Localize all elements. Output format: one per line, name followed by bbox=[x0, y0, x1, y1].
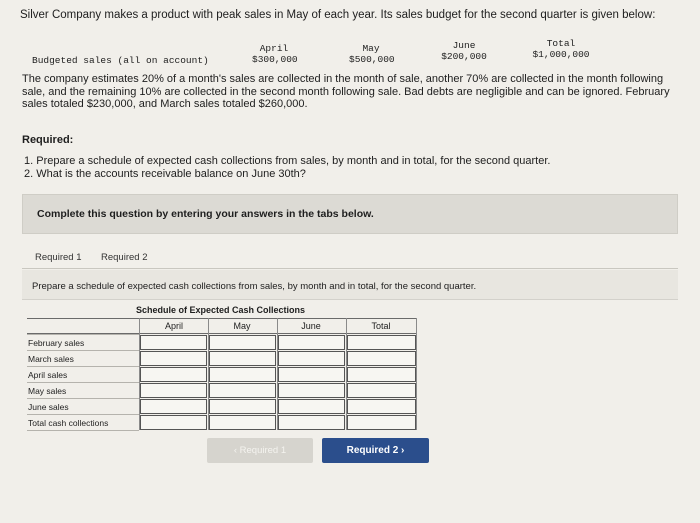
row-label-may: May sales bbox=[28, 386, 67, 396]
col-header-june: June bbox=[301, 321, 321, 331]
input-april-april[interactable] bbox=[140, 367, 207, 382]
prev-required-button[interactable]: ‹ Required 1 bbox=[207, 438, 313, 463]
row-divider bbox=[27, 334, 139, 335]
row-divider bbox=[27, 398, 139, 399]
required-item-2: 2. What is the accounts receivable balance on June 30th? bbox=[24, 168, 306, 180]
input-june-total[interactable] bbox=[347, 399, 416, 414]
tab-required-1[interactable]: Required 1 bbox=[35, 252, 82, 263]
row-divider bbox=[27, 366, 139, 367]
row-label-february: February sales bbox=[28, 338, 85, 348]
input-total-june[interactable] bbox=[278, 415, 345, 430]
budget-month: June bbox=[452, 40, 476, 51]
column-divider bbox=[416, 318, 417, 430]
input-february-total[interactable] bbox=[347, 335, 416, 350]
input-total-total[interactable] bbox=[347, 415, 416, 430]
input-march-april[interactable] bbox=[140, 351, 207, 366]
budget-col-april bbox=[252, 43, 296, 65]
next-required-button[interactable]: Required 2 › bbox=[322, 438, 429, 463]
budget-col-total bbox=[531, 38, 591, 60]
input-total-may[interactable] bbox=[209, 415, 276, 430]
problem-paragraph: The company estimates 20% of a month's sales are collected in the month of sale, another 70% are collected in the month following sale, and the remaining 10% are collected in the second month following sale. Bad debts are negligible and can be ignored. February sales totaled $230,000, and March sales totaled $260,000. bbox=[22, 73, 670, 110]
input-february-may[interactable] bbox=[209, 335, 276, 350]
input-march-may[interactable] bbox=[209, 351, 276, 366]
tab-required-2[interactable]: Required 2 bbox=[101, 252, 148, 263]
budget-amount: $1,000,000 bbox=[532, 49, 590, 60]
tab-divider bbox=[22, 268, 678, 269]
row-divider bbox=[27, 350, 139, 351]
input-april-may[interactable] bbox=[209, 367, 276, 382]
input-april-june[interactable] bbox=[278, 367, 345, 382]
row-divider bbox=[27, 382, 139, 383]
input-february-april[interactable] bbox=[140, 335, 207, 350]
input-may-may[interactable] bbox=[209, 383, 276, 398]
row-label-june: June sales bbox=[28, 402, 69, 412]
tab-instruction: Prepare a schedule of expected cash collections from sales, by month and in total, for the second quarter. bbox=[22, 270, 678, 300]
row-label-march: March sales bbox=[28, 354, 74, 364]
budget-col-june bbox=[441, 40, 487, 62]
schedule-title: Schedule of Expected Cash Collections bbox=[136, 305, 306, 315]
budget-amount: $200,000 bbox=[441, 51, 487, 62]
input-may-total[interactable] bbox=[347, 383, 416, 398]
budget-amount: $500,000 bbox=[349, 54, 395, 65]
col-header-april: April bbox=[164, 321, 183, 331]
input-april-total[interactable] bbox=[347, 367, 416, 382]
schedule-top-border bbox=[27, 318, 417, 319]
instructions-banner: Complete this question by entering your answers in the tabs below. bbox=[22, 194, 678, 234]
input-may-june[interactable] bbox=[278, 383, 345, 398]
budget-col-may bbox=[349, 43, 393, 65]
budget-label: Budgeted sales (all on account) bbox=[32, 55, 209, 66]
input-may-april[interactable] bbox=[140, 383, 207, 398]
row-divider bbox=[27, 430, 139, 431]
budget-amount: $300,000 bbox=[252, 54, 298, 65]
input-june-april[interactable] bbox=[140, 399, 207, 414]
col-header-may: May bbox=[233, 321, 251, 331]
input-june-june[interactable] bbox=[278, 399, 345, 414]
input-march-total[interactable] bbox=[347, 351, 416, 366]
budget-month: Total bbox=[546, 38, 576, 49]
row-label-total: Total cash collections bbox=[28, 418, 109, 428]
budget-month: April bbox=[259, 43, 289, 54]
input-march-june[interactable] bbox=[278, 351, 345, 366]
required-item-1: 1. Prepare a schedule of expected cash collections from sales, by month and in total, for the second quarter. bbox=[24, 155, 551, 167]
row-divider bbox=[27, 414, 139, 415]
input-total-april[interactable] bbox=[140, 415, 207, 430]
input-february-june[interactable] bbox=[278, 335, 345, 350]
col-header-total: Total bbox=[371, 321, 391, 331]
row-label-april: April sales bbox=[28, 370, 68, 380]
budget-month: May bbox=[362, 43, 380, 54]
problem-intro: Silver Company makes a product with peak sales in May of each year. Its sales budget for the second quarter is given below: bbox=[20, 9, 656, 21]
required-heading: Required: bbox=[22, 134, 74, 146]
input-june-may[interactable] bbox=[209, 399, 276, 414]
